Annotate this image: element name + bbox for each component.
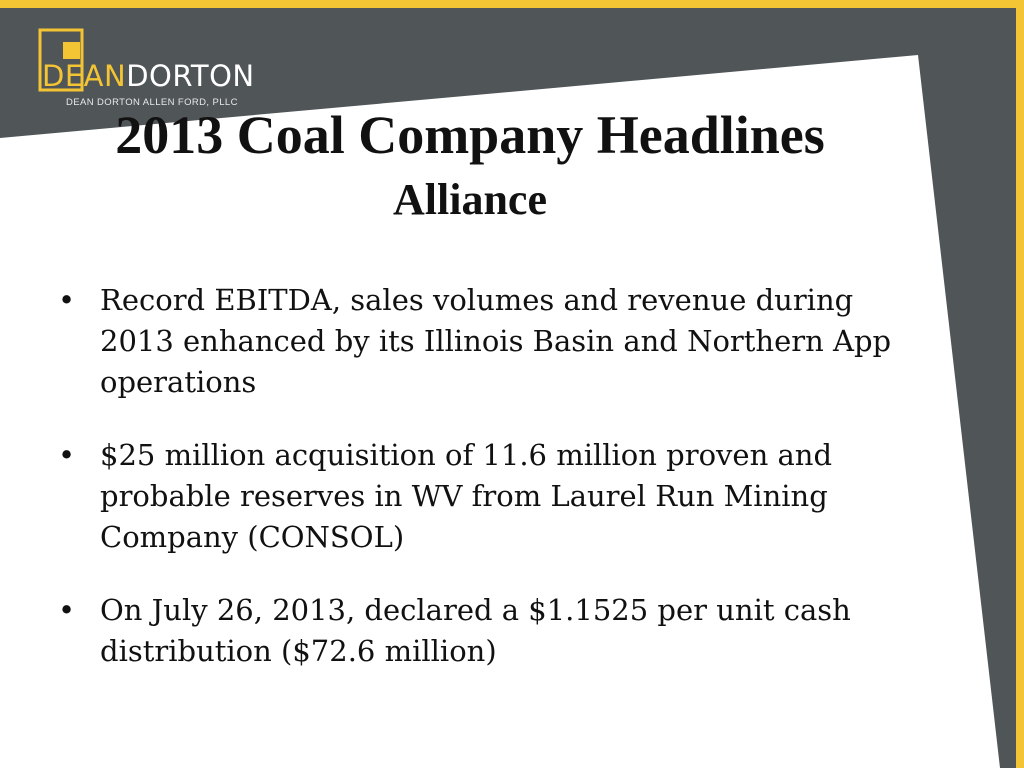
slide-title: 2013 Coal Company Headlines (115, 105, 825, 165)
slide-subtitle: Alliance (393, 175, 547, 224)
bullet-text: Record EBITDA, sales volumes and revenue during 2013 enhanced by its Illinois Basin and Northern App operations (100, 283, 892, 399)
bullet-marker: • (58, 283, 76, 317)
bullet-marker: • (58, 593, 76, 627)
bullet-text: On July 26, 2013, declared a $1.1525 per unit cash distribution ($72.6 million) (100, 593, 851, 668)
logo-brand-part1: DEAN (42, 59, 127, 93)
bullet-item (58, 280, 918, 403)
bullet-text: $25 million acquisition of 11.6 million proven and probable reserves in WV from Laurel Run Mining Company (CONSOL) (100, 438, 833, 554)
bullet-marker: • (58, 438, 76, 472)
bullet-item (58, 590, 918, 672)
bullet-list (58, 280, 918, 704)
company-logo (42, 59, 255, 93)
logo-brand-part2: DORTON (126, 59, 255, 93)
bullet-item (58, 435, 918, 558)
logo-tagline: DEAN DORTON ALLEN FORD, PLLC (66, 97, 238, 108)
